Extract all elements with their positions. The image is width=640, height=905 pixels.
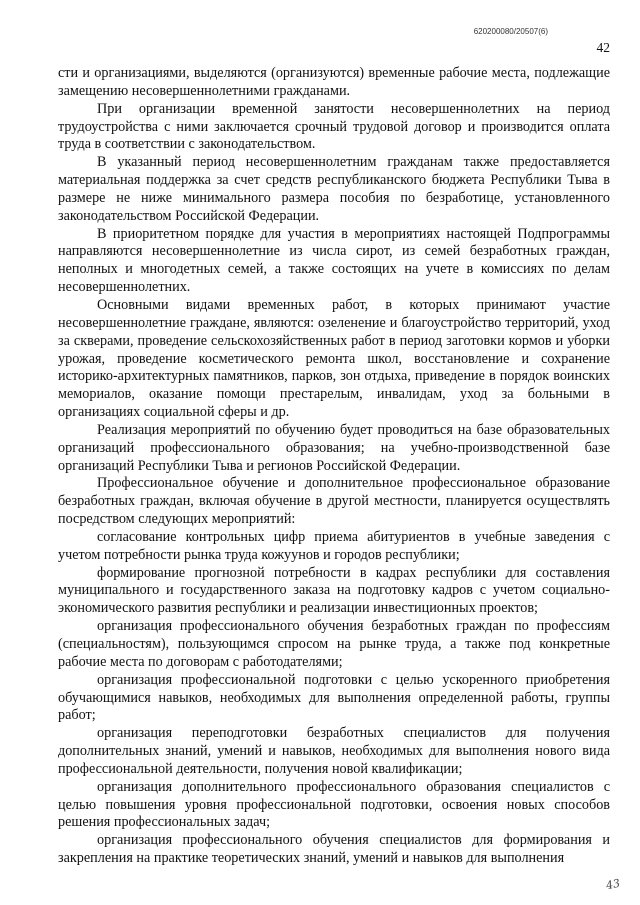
list-item: организация профессиональной подготовки с целью ускоренного приобретения обучающимися навыков, необходимых для выполнения определенной работы, группы работ; (58, 671, 610, 724)
list-item: согласование контрольных цифр приема абитуриентов в учебные заведения с учетом потребности рынка труда кожуунов и городов республики; (58, 528, 610, 563)
list-item: организация переподготовки безработных специалистов для получения дополнительных знаний, умений и навыков, необходимых для выполнения нового вида профессиональной деятельности, получения новой квалификации; (58, 725, 610, 777)
paragraph: сти и организациями, выделяются (организуются) временные рабочие места, подлежащие замещению несовершеннолетними гражданами. (58, 65, 610, 99)
paragraph: Профессиональное обучение и дополнительное профессиональное образование безработных граждан, включая обучение в другой местности, планируется осуществлять посредством следующих мероприятий: (58, 475, 610, 528)
document-body (58, 65, 610, 868)
page-number: 42 (596, 40, 610, 55)
list-item: организация профессионального обучения безработных граждан по профессиям (специальностям), пользующимся спросом на рынке труда, а также под конкретные рабочие места по договорам с работодателями; (58, 618, 610, 670)
handwritten-page-mark: 43 (604, 876, 622, 893)
list-item: формирование прогнозной потребности в кадрах республики для составления муниципального и государственного заказа на подготовку кадров с учетом социально-экономического развития республики и реализации инвестиционных проектов; (58, 564, 610, 617)
paragraph: В приоритетном порядке для участия в мероприятиях настоящей Подпрограммы направляются несовершеннолетние из числа сирот, из семей безработных граждан, неполных и многодетных семей, а также состоящих на учете в комиссиях по делам несовершеннолетних. (58, 225, 610, 296)
paragraph: При организации временной занятости несовершеннолетних на период трудоустройства с ними заключается срочный трудовой договор и производится оплата труда в соответствии с законодательством. (58, 100, 610, 153)
list-item: организация профессионального обучения специалистов для формирования и закрепления на практике теоретических знаний, умений и навыков для выполнения (58, 832, 610, 867)
list-item: организация дополнительного профессионального образования специалистов с целью повышения уровня профессиональной подготовки, освоения новых способов решения профессиональных задач; (58, 778, 610, 831)
document-code: 620200080/20507(6) (473, 27, 548, 36)
paragraph: Реализация мероприятий по обучению будет проводиться на базе образовательных организаций профессионального образования; на учебно-производственной базе организаций Республики Тыва и регионов Российской Федерации. (58, 421, 610, 474)
paragraph: В указанный период несовершеннолетним гражданам также предоставляется материальная поддержка за счет средств республиканского бюджета Республики Тыва в размере не ниже минимального размера пособия по безработице, установленного законодательством Российской Федерации. (58, 154, 610, 224)
paragraph: Основными видами временных работ, в которых принимают участие несовершеннолетние граждане, являются: озеленение и благоустройство территорий, уход за скверами, проведение сельскохозяйственных работ в период заготовки кормов и уборки урожая, проведение косметического ремонта школ, восстановление и сохранение историко-архитектурных памятников, парков, зон отдыха, приведение в порядок воинских мемориалов, оказание помощи престарелым, инвалидам, уход за больными в организациях социальной сферы и др. (58, 296, 610, 421)
